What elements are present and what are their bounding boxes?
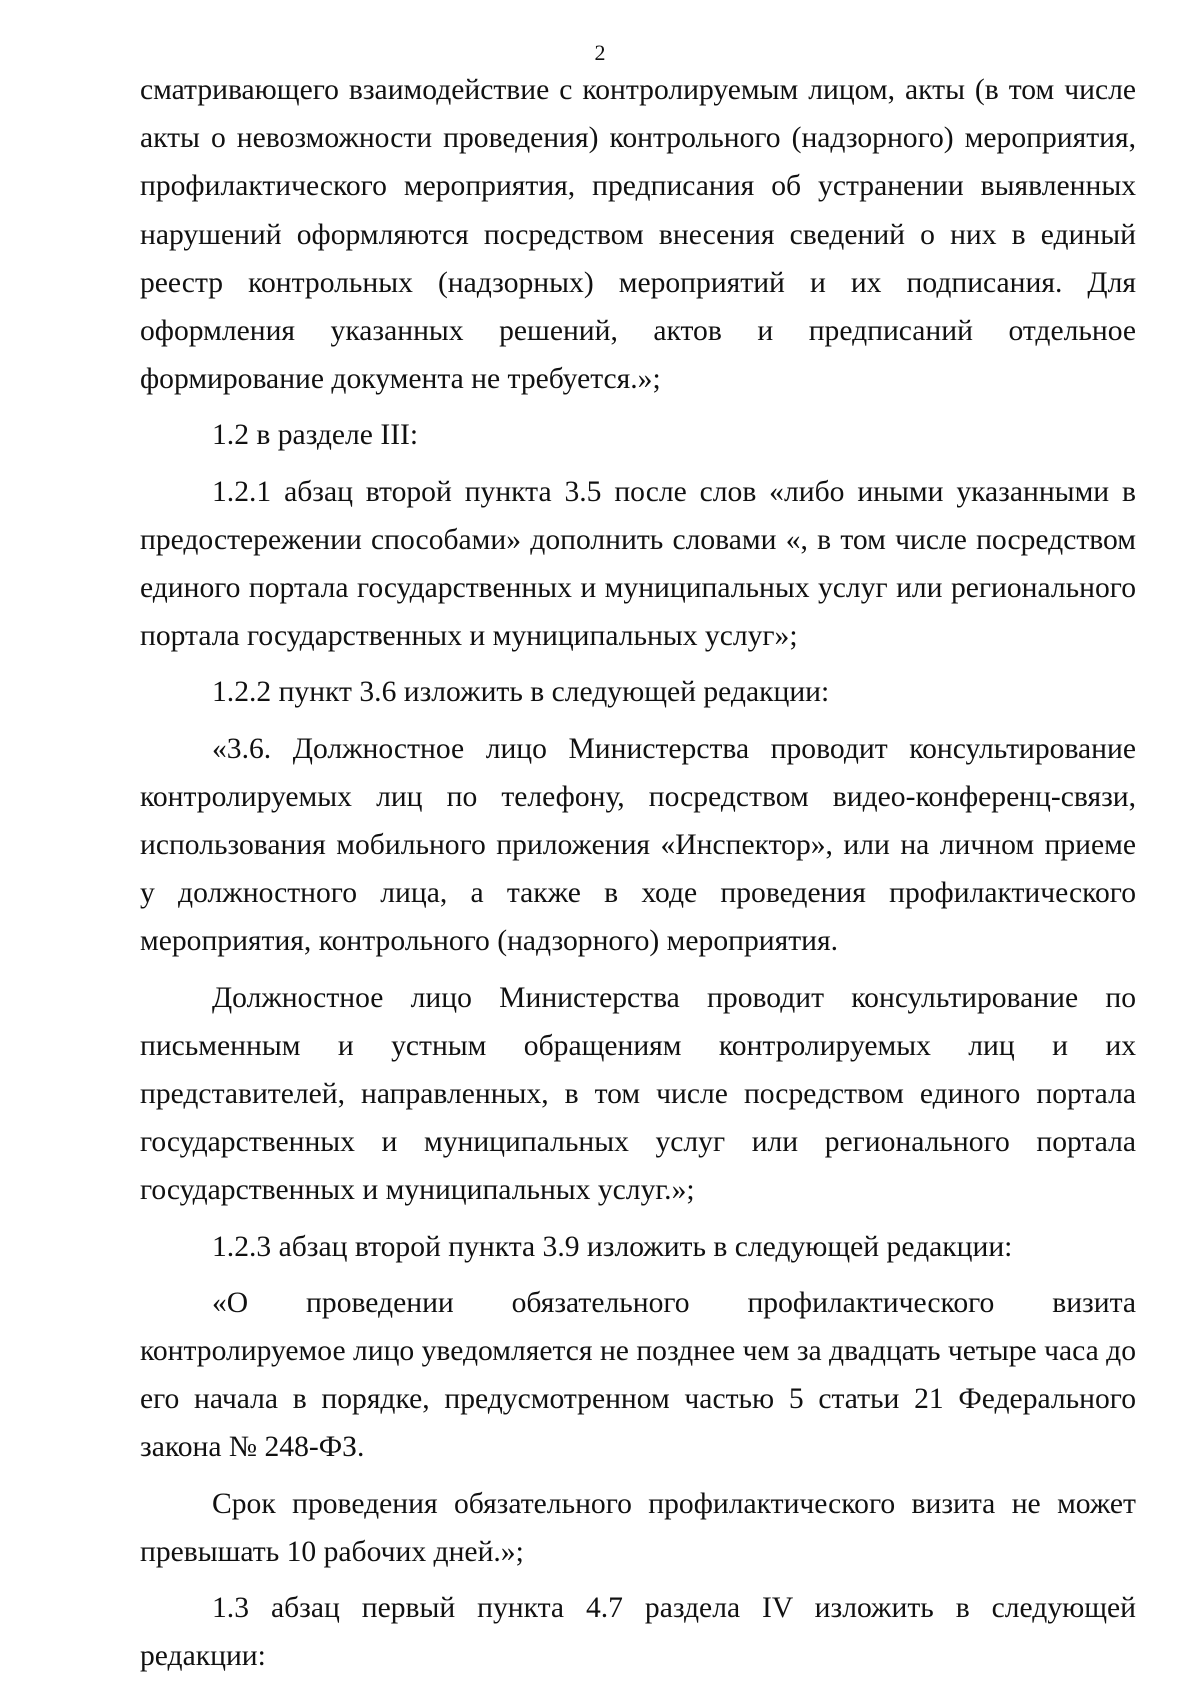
paragraph-item-1-2: 1.2 в разделе III: xyxy=(212,419,419,452)
page-number: 2 xyxy=(594,40,606,65)
paragraph-item-1-2-1: 1.2.1 абзац второй пункта 3.5 после слов «либо иными указанными в предостережении способами» дополнить словами «, в том числе посредством единого портала государственных и муниципальных услуг или регионального портала государственных и муниципальных услуг»; xyxy=(140,475,1136,653)
paragraph-visit-notice: «О проведении обязательного профилактического визита контролируемое лицо уведомляется не позднее чем за двадцать четыре часа до его начала в порядке, предусмотренном частью 5 статьи 21 Федерального закона № 248-ФЗ. xyxy=(140,1286,1136,1464)
paragraph-quote-3-6: «3.6. Должностное лицо Министерства проводит консультирование контролируемых лиц по телефону, посредством видео-конференц-связи, использования мобильного приложения «Инспектор», или на личном приеме у должностного лица, а также в ходе проведения профилактического мероприятия, контрольного (надзорного) мероприятия. xyxy=(140,732,1136,958)
paragraph-item-1-2-2: 1.2.2 пункт 3.6 изложить в следующей редакции: xyxy=(212,676,830,709)
paragraph-consultation: Должностное лицо Министерства проводит консультирование по письменным и устным обращениям контролируемых лиц и их представителей, направленных, в том числе посредством единого портала государственных и муниципальных услуг или регионального портала государственных и муниципальных услуг.»; xyxy=(140,981,1136,1207)
paragraph-visit-term: Срок проведения обязательного профилактического визита не может превышать 10 рабочих дней.»; xyxy=(140,1487,1136,1568)
paragraph-item-1-3: 1.3 абзац первый пункта 4.7 раздела IV изложить в следующей редакции: xyxy=(140,1592,1136,1673)
paragraph-item-1-2-3: 1.2.3 абзац второй пункта 3.9 изложить в следующей редакции: xyxy=(212,1230,1013,1263)
document-body xyxy=(140,66,1136,1689)
paragraph-continuation: сматривающего взаимодействие с контролируемым лицом, акты (в том числе акты о невозможности проведения) контрольного (надзорного) мероприятия, профилактического мероприятия, предписания об устранении выявленных нарушений оформляются посредством внесения сведений о них в единый реестр контрольных (надзорных) мероприятий и их подписания. Для оформления указанных решений, актов и предписаний отдельное формирование документа не требуется.»; xyxy=(140,74,1136,396)
